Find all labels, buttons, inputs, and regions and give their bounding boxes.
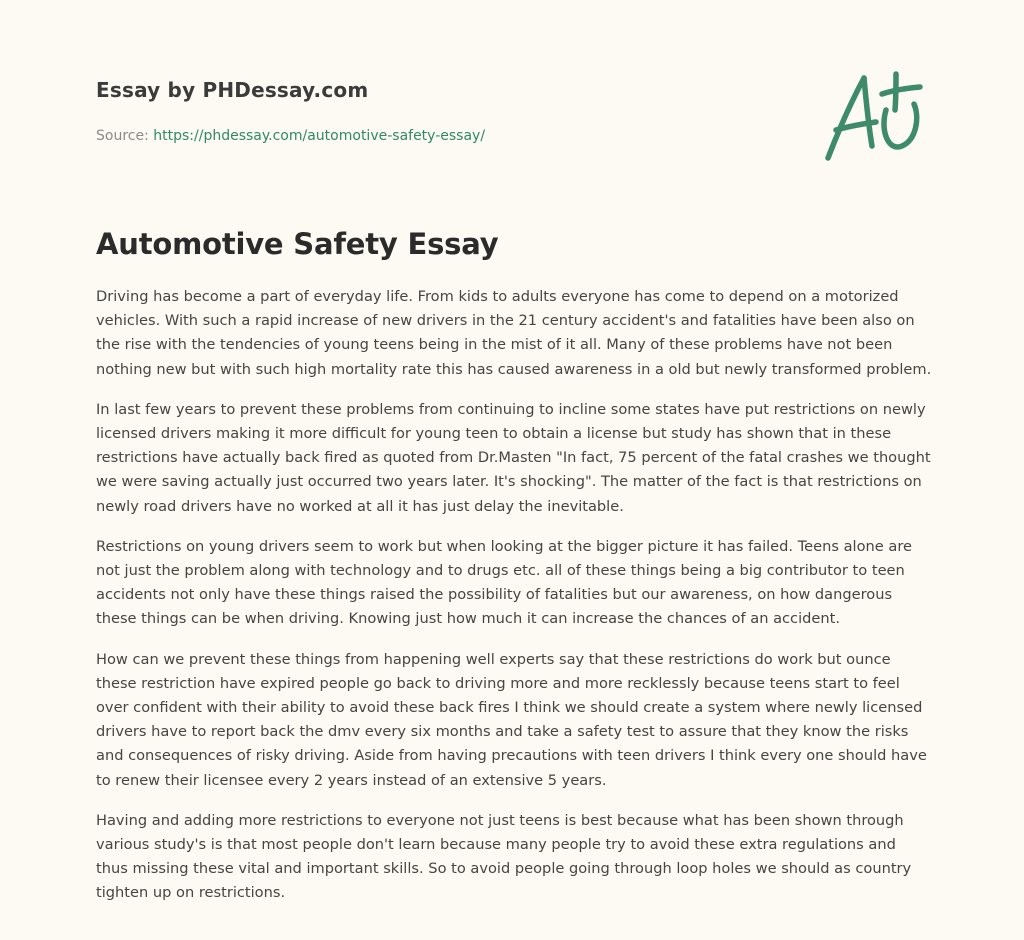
a-plus-logo-icon	[822, 70, 926, 164]
source-line	[96, 126, 796, 146]
essay-body	[96, 285, 932, 922]
essay-paragraph: Driving has become a part of everyday life. From kids to adults everyone has come to depend on a motorized vehicles. With such a rapid increase of new drivers in the 21 century accident's and fatalities have been also on the rise with the tendencies of young teens being in the mist of it all. Many of these problems have not been nothing new but with such high mortality rate this has caused awareness in a old but newly transformed problem.	[96, 288, 932, 378]
essay-title: Automotive Safety Essay	[96, 227, 499, 261]
site-brand: Essay by PHDessay.com	[96, 78, 369, 102]
essay-paragraph: In last few years to prevent these problems from continuing to incline some states have put restrictions on newly licensed drivers making it more difficult for young teen to obtain a license but study has shown that in these restrictions have actually back fired as quoted from Dr.Masten "In fact, 75 percent of the fatal crashes we thought we were saving actually just occurred two years later. It's shocking". The matter of the fact is that restrictions on newly road drivers have no worked at all it has just delay the inevitable.	[96, 400, 931, 515]
page-header	[96, 76, 796, 146]
essay-paragraph: Restrictions on young drivers seem to work but when looking at the bigger picture it has failed. Teens alone are not just the problem along with technology and to drugs etc. all of these things being a big contributor to teen accidents not only have these things raised the possibility of fatalities but our awareness, on how dangerous these things can be when driving. Knowing just how much it can increase the chances of an accident.	[96, 537, 912, 628]
essay-paragraph: Having and adding more restrictions to everyone not just teens is best because what has been shown through various study's is that most people don't learn because many people try to avoid these extra regulations and thus missing these vital and important skills. So to avoid people going through loop holes we should as country tighten up on restrictions.	[96, 811, 912, 902]
essay-paragraph: How can we prevent these things from happening well experts say that these restrictions do work but ounce these restriction have expired people go back to driving more and more recklessly because teens start to feel over confident with their ability to avoid these back fires I think we should create a system where newly licensed drivers have to report back the dmv every six months and take a safety test to assure that they know the risks and consequences of risky driving. Aside from having precautions with teen drivers I think every one should have to renew their licensee every 2 years instead of an extensive 5 years.	[96, 650, 927, 789]
source-link[interactable]: https://phdessay.com/automotive-safety-essay/	[153, 128, 486, 144]
source-label: Source:	[96, 128, 149, 144]
